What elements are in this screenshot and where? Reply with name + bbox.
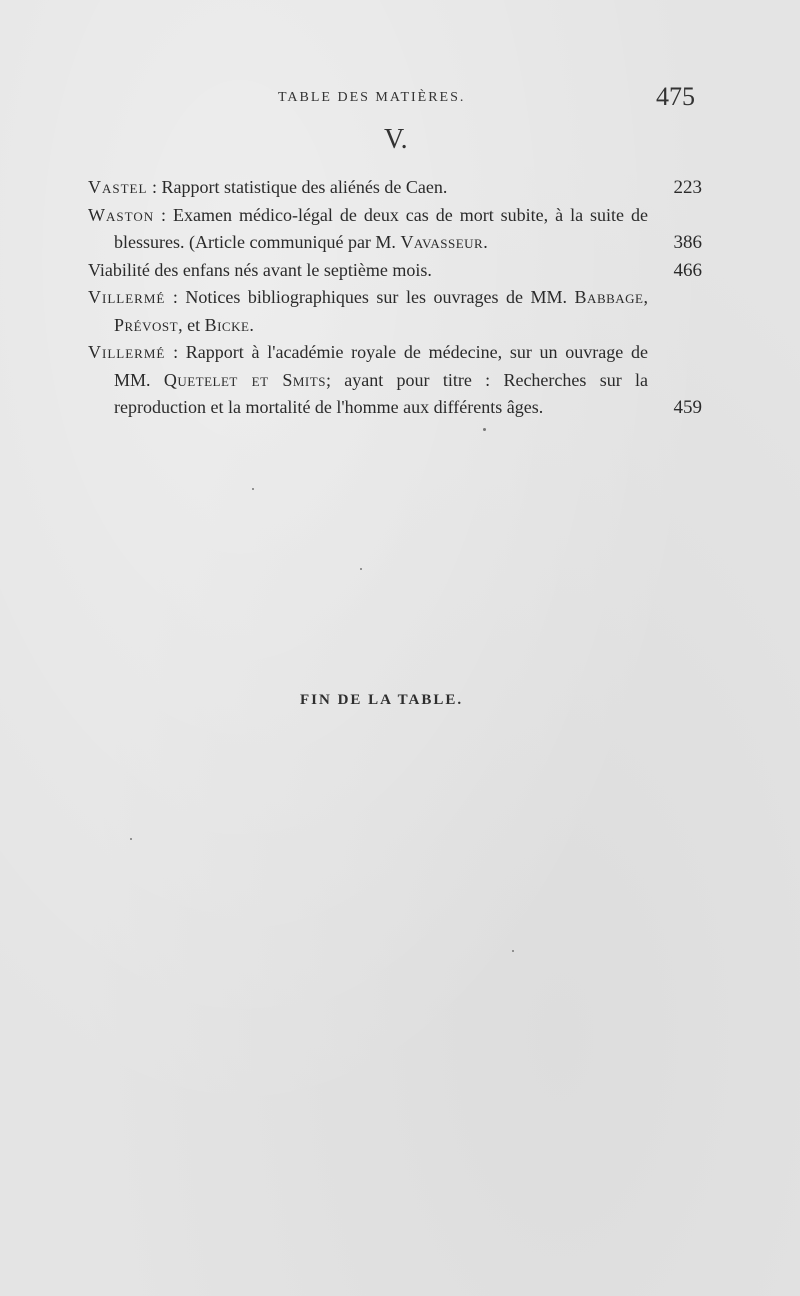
ink-speck (130, 838, 132, 840)
entry-page: 223 (673, 177, 702, 198)
entry-author-prevost: Prévost (114, 314, 179, 335)
entry-tail: . (483, 232, 488, 252)
index-entries (88, 174, 702, 422)
entry-text: : Rapport statistique des aliénés de Caen. (147, 177, 448, 197)
entry-author: Vastel (88, 177, 148, 197)
entry-tail: ; ayant pour titre : Recherches sur la reproduction et la mortalité de l'homme aux différents âges. (114, 369, 649, 417)
page-number: 475 (656, 82, 695, 111)
entry-author: Waston (88, 204, 155, 225)
ink-speck (252, 488, 254, 490)
entry-page: 466 (673, 259, 702, 281)
ink-speck (512, 950, 514, 952)
entry-text: : Rapport à l'académie royale de médecine, sur un ouvrage de MM. (114, 342, 648, 390)
ink-speck (360, 568, 362, 570)
entry-text: : Examen médico-légal de deux cas de mort subite, à la suite de blessures. (Article communiqué par M. (114, 204, 648, 252)
entry-text: : Notices bibliographiques sur les ouvrages de MM. (165, 287, 575, 307)
entry-author-babbage: Babbage (574, 287, 644, 307)
entry-separator: , et (178, 314, 205, 335)
index-entry-vastel (88, 174, 702, 202)
section-letter: V. (384, 124, 408, 155)
index-entry-villerme-rapport (88, 339, 702, 422)
ink-speck (483, 428, 486, 431)
entry-tail: . (249, 314, 254, 335)
entry-author-bicke: Bicke (204, 314, 250, 335)
entry-contributor: Vavasseur (400, 232, 484, 252)
entry-authors-quetelet-smits: Quetelet et Smits (163, 369, 326, 390)
entry-text: Viabilité des enfans nés avant le septième mois. (88, 259, 432, 280)
end-of-table-note: FIN DE LA TABLE. (300, 692, 464, 708)
entry-page: 386 (673, 232, 702, 253)
entry-author: Villermé (88, 342, 166, 362)
running-head: TABLE DES MATIÈRES. (278, 90, 466, 105)
index-entry-villerme-notices (88, 284, 702, 339)
index-entry-viabilite (88, 257, 702, 285)
entry-author: Villermé (88, 287, 166, 307)
entry-separator: , (643, 287, 648, 307)
index-entry-waston (88, 202, 702, 257)
entry-page: 459 (673, 397, 702, 418)
